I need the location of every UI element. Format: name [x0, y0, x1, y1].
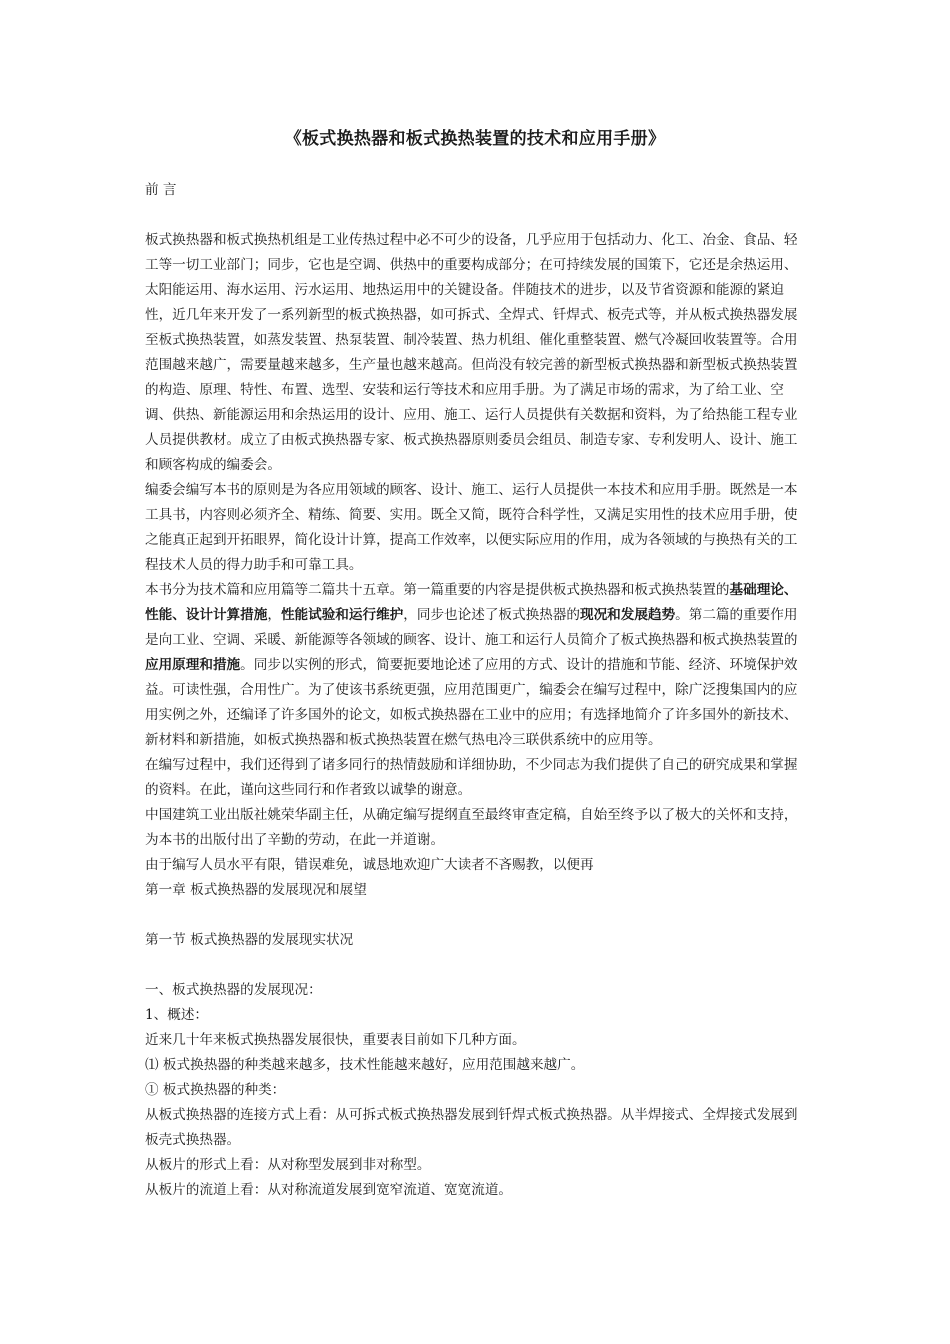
document-body [145, 178, 809, 1203]
paragraph-intro: 板式换热器和板式换热机组是工业传热过程中必不可少的设备，几乎应用于包括动力、化工、冶金、食品、轻工等一切工业部门；同步，它也是空调、供热中的重要构成部分；在可持续发展的国策下，它还是余热运用、太阳能运用、海水运用、污水运用、地热运用中的关键设备。伴随技术的进步，以及节省资源和能源的紧迫性，近几年来开发了一系列新型的板式换热器，如可拆式、全焊式、钎焊式、板壳式等，并从板式换热器发展至板式换热装置，如蒸发装置、热泵装置、制冷装置、热力机组、催化重整装置、燃气冷凝回收装置等。合用范围越来越广，需要量越来越多，生产量也越来越高。但尚没有较完善的新型板式换热器和新型板式换热装置的构造、原理、特性、布置、选型、安装和运行等技术和应用手册。为了满足市场的需求，为了给工业、空调、供热、新能源运用和余热运用的设计、应用、施工、运行人员提供有关数据和资料，为了给热能工程专业人员提供教材。成立了由板式换热器专家、板式换热器原则委员会组员、制造专家、专利发明人、设计、施工和顾客构成的编委会。 [145, 232, 798, 473]
text-line: 从板片的流道上看：从对称流道发展到宽窄流道、宽宽流道。 [145, 1182, 513, 1198]
preface-heading: 前 言 [145, 182, 177, 198]
paragraph-apology: 由于编写人员水平有限，错误难免，诚恳地欢迎广大读者不吝赐教，以便再 [145, 857, 594, 873]
bold-phrase: 基础理论、性能、设计计算措施 [145, 582, 798, 623]
paragraph-thanks: 在编写过程中，我们还得到了诸多同行的热情鼓励和详细协助，不少同志为我们提供了自己的研究成果和掌握的资料。在此，谨向这些同行和作者致以诚挚的谢意。 [145, 757, 798, 798]
text-line: 近来几十年来板式换热器发展很快，重要表目前如下几种方面。 [145, 1032, 526, 1048]
bold-phrase: 应用原理和措施 [145, 657, 241, 673]
subheading-overview: 1、概述： [145, 1007, 209, 1023]
text-line: ⑴ 板式换热器的种类越来越多，技术性能越来越好，应用范围越来越广。 [145, 1057, 585, 1073]
paragraph-structure: 本书分为技术篇和应用篇等二篇共十五章。第一篇重要的内容是提供板式换热器和板式换热装置的基础理论、性能、设计计算措施，性能试验和运行维护，同步也论述了板式换热器的现况和发展趋势。第二篇的重要作用是向工业、空调、采暖、新能源等各领域的顾客、设计、施工和运行人员简介了板式换热器和板式换热装置的应用原理和措施。同步以实例的形式，简要扼要地论述了应用的方式、设计的措施和节能、经济、环境保护效益。可读性强，合用性广。为了使该书系统更强，应用范围更广，编委会在编写过程中，除广泛搜集国内的应用实例之外，还编译了许多国外的论文，如板式换热器在工业中的应用；有选择地简介了许多国外的新技术、新材料和新措施，如板式换热器和板式换热装置在燃气热电冷三联供系统中的应用等。 [145, 582, 798, 748]
chapter-heading: 第一章 板式换热器的发展现况和展望 [145, 882, 367, 898]
subheading-status: 一、板式换热器的发展现况： [145, 982, 322, 998]
text-line: 从板片的形式上看：从对称型发展到非对称型。 [145, 1157, 431, 1173]
paragraph-publisher-thanks: 中国建筑工业出版社姚荣华副主任，从确定编写提纲直至最终审查定稿，自始至终予以了极大的关怀和支持，为本书的出版付出了辛勤的劳动，在此一并道谢。 [145, 807, 798, 848]
text-line: 从板式换热器的连接方式上看：从可拆式板式换热器发展到钎焊式板式换热器。从半焊接式、全焊接式发展到板壳式换热器。 [145, 1107, 798, 1148]
bold-phrase: 性能试验和运行维护 [280, 607, 404, 623]
text-line: ① 板式换热器的种类： [145, 1082, 286, 1098]
document-title: 《板式换热器和板式换热装置的技术和应用手册》 [284, 129, 666, 149]
bold-phrase: 现况和发展趋势 [580, 607, 676, 623]
section-heading: 第一节 板式换热器的发展现实状况 [145, 932, 354, 948]
paragraph-principles: 编委会编写本书的原则是为各应用领域的顾客、设计、施工、运行人员提供一本技术和应用手册。既然是一本工具书，内容则必须齐全、精练、简要、实用。既全又简，既符合科学性，又满足实用性的技术应用手册，使之能真正起到开拓眼界，简化设计计算，提高工作效率，以便实际应用的作用，成为各领域的与换热有关的工程技术人员的得力助手和可靠工具。 [145, 482, 798, 573]
